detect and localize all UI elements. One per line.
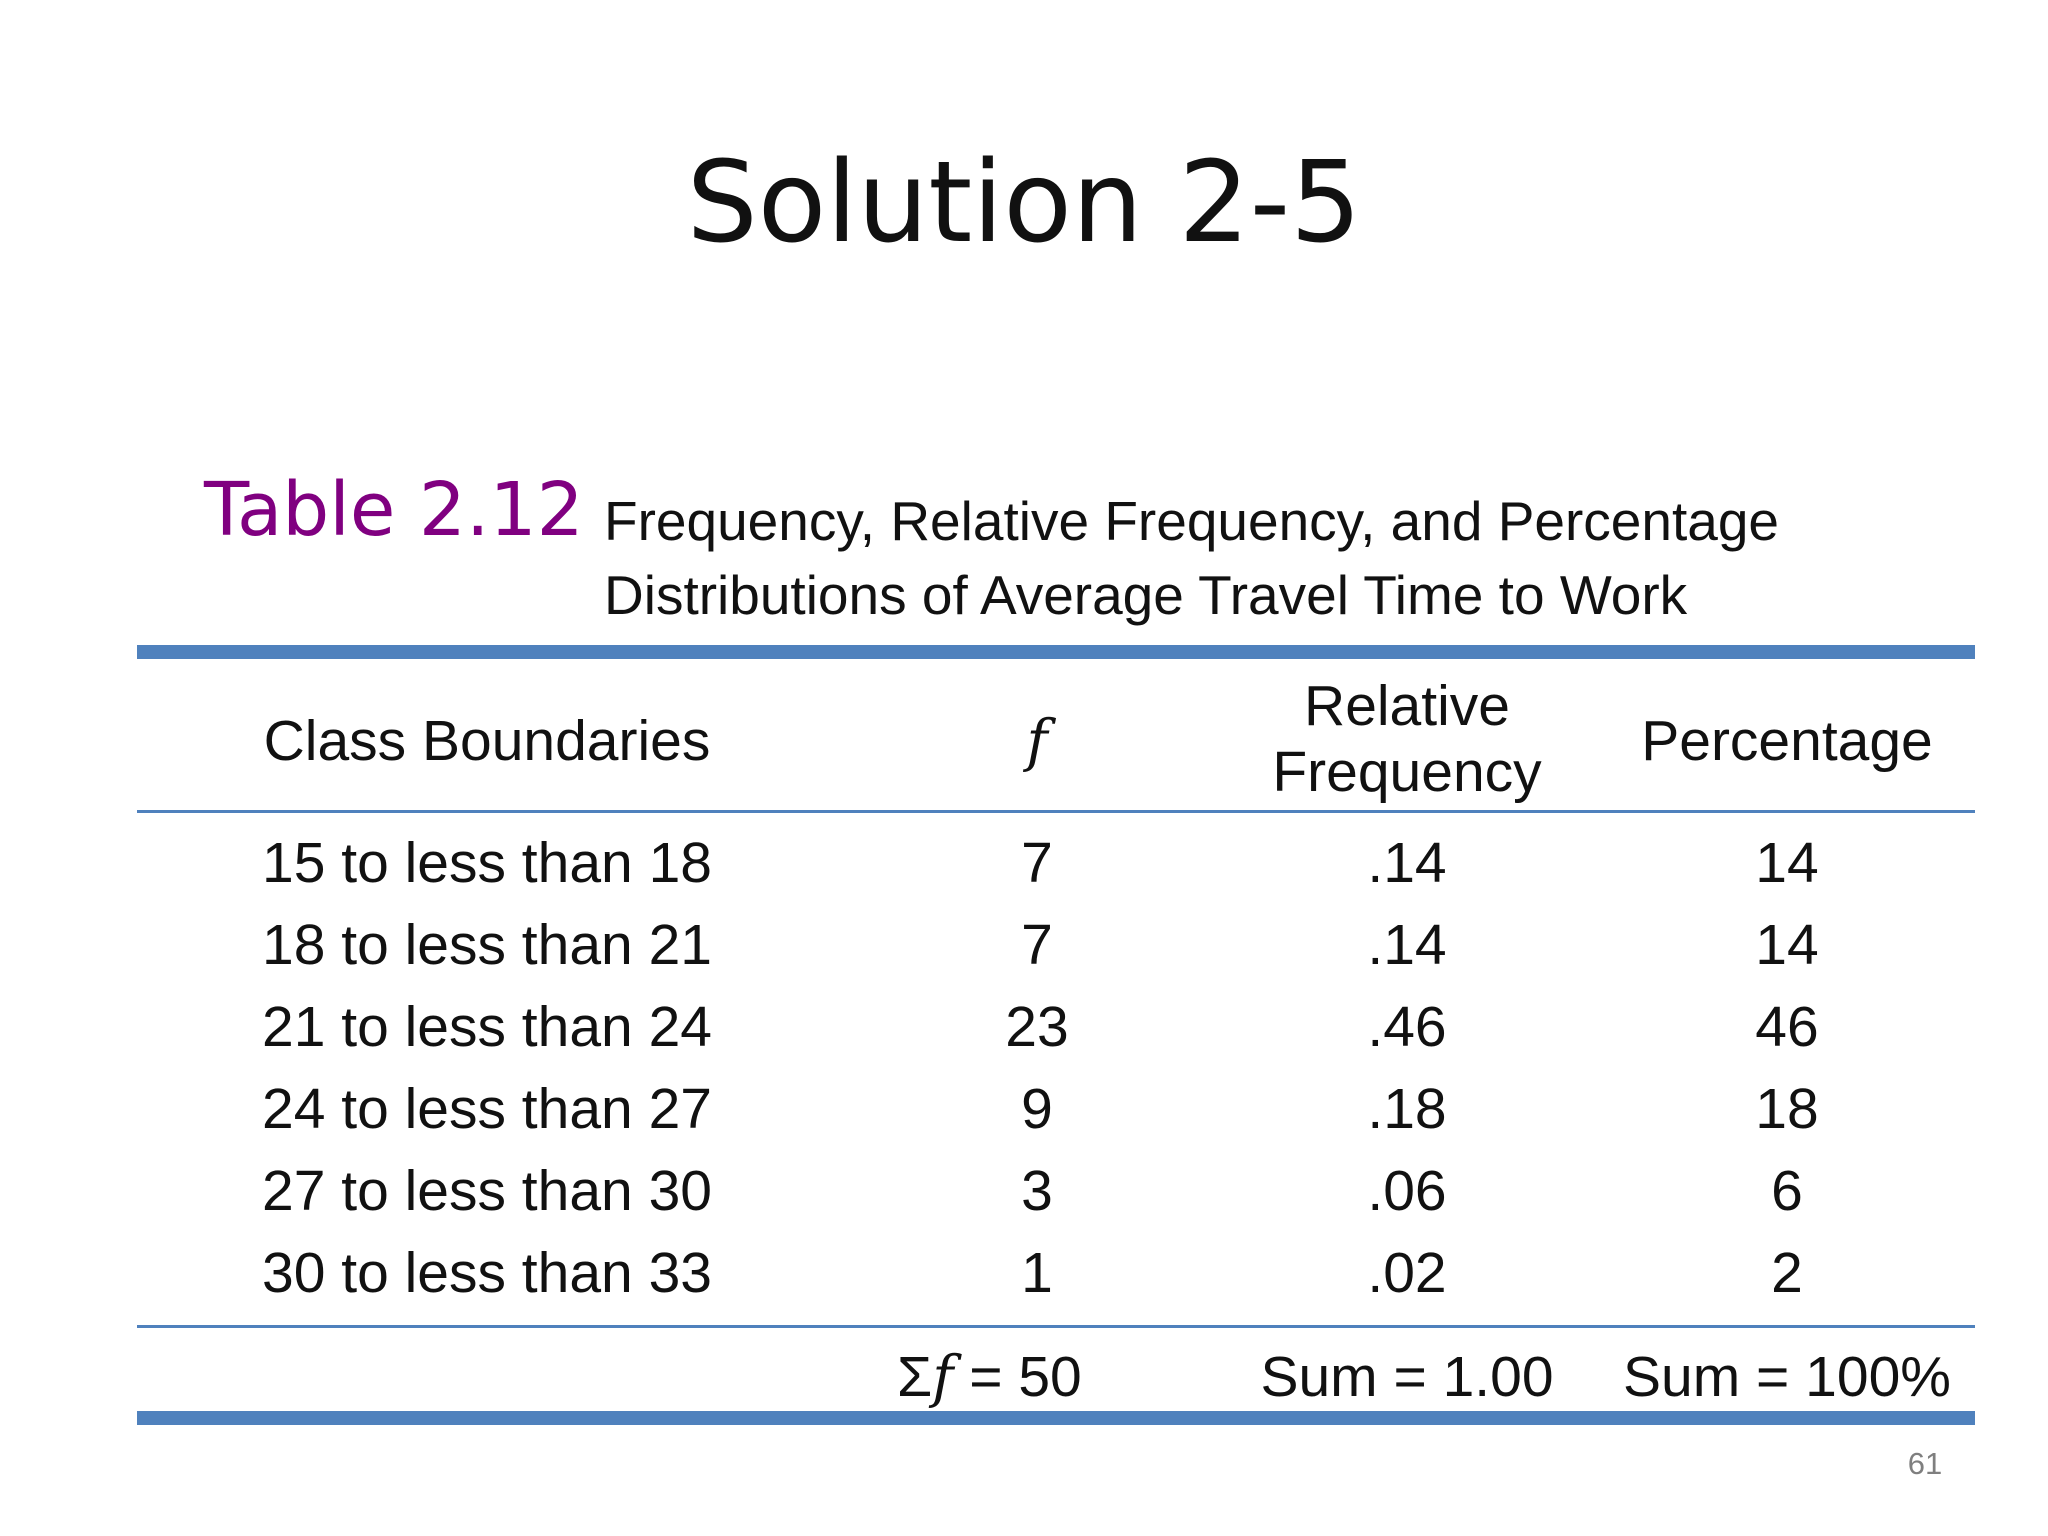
cell-percentage: 14 (1755, 913, 1819, 977)
header-relative-frequency-line1: Relative (1304, 674, 1510, 738)
cell-f: 3 (1021, 1159, 1053, 1223)
header-rule (137, 810, 1975, 813)
cell-total-relative-frequency: Sum = 1.00 (1260, 1345, 1554, 1409)
cell-percentage: 14 (1755, 831, 1819, 895)
cell-f: 23 (1005, 995, 1069, 1059)
cell-class: 18 to less than 21 (262, 913, 712, 977)
cell-f: 7 (1021, 831, 1053, 895)
cell-f: 1 (1021, 1241, 1053, 1305)
table-label: Table 2.12 (204, 467, 584, 553)
total-f-value: = 50 (953, 1345, 1082, 1409)
f-symbol: f (932, 1344, 954, 1410)
cell-class: 21 to less than 24 (262, 995, 712, 1059)
caption-line-2: Distributions of Average Travel Time to Work (604, 564, 1688, 626)
header-f: f (1026, 708, 1048, 774)
sigma-symbol: Σ (897, 1345, 933, 1409)
cell-percentage: 6 (1771, 1159, 1803, 1223)
table-top-rule (137, 645, 1975, 659)
header-relative-frequency (1217, 673, 1597, 805)
cell-relative-frequency: .02 (1367, 1241, 1447, 1305)
cell-relative-frequency: .14 (1367, 913, 1447, 977)
cell-percentage: 46 (1755, 995, 1819, 1059)
cell-percentage: 2 (1771, 1241, 1803, 1305)
cell-f: 9 (1021, 1077, 1053, 1141)
totals-rule (137, 1325, 1975, 1328)
cell-f: 7 (1021, 913, 1053, 977)
header-relative-frequency-line2: Frequency (1272, 740, 1542, 804)
cell-total-percentage: Sum = 100% (1623, 1345, 1951, 1409)
cell-class: 30 to less than 33 (262, 1241, 712, 1305)
cell-class: 24 to less than 27 (262, 1077, 712, 1141)
cell-class: 15 to less than 18 (262, 831, 712, 895)
cell-relative-frequency: .18 (1367, 1077, 1447, 1141)
cell-relative-frequency: .06 (1367, 1159, 1447, 1223)
slide-title: Solution 2-5 (686, 138, 1362, 268)
header-percentage: Percentage (1641, 709, 1933, 773)
cell-class: 27 to less than 30 (262, 1159, 712, 1223)
caption-line-1: Frequency, Relative Frequency, and Percentage (604, 490, 1780, 552)
cell-relative-frequency: .46 (1367, 995, 1447, 1059)
cell-relative-frequency: .14 (1367, 831, 1447, 895)
table-bottom-rule (137, 1411, 1975, 1425)
cell-percentage: 18 (1755, 1077, 1819, 1141)
header-class-boundaries: Class Boundaries (263, 709, 711, 773)
page-number: 61 (1907, 1446, 1943, 1481)
table-caption-text (604, 484, 1904, 632)
